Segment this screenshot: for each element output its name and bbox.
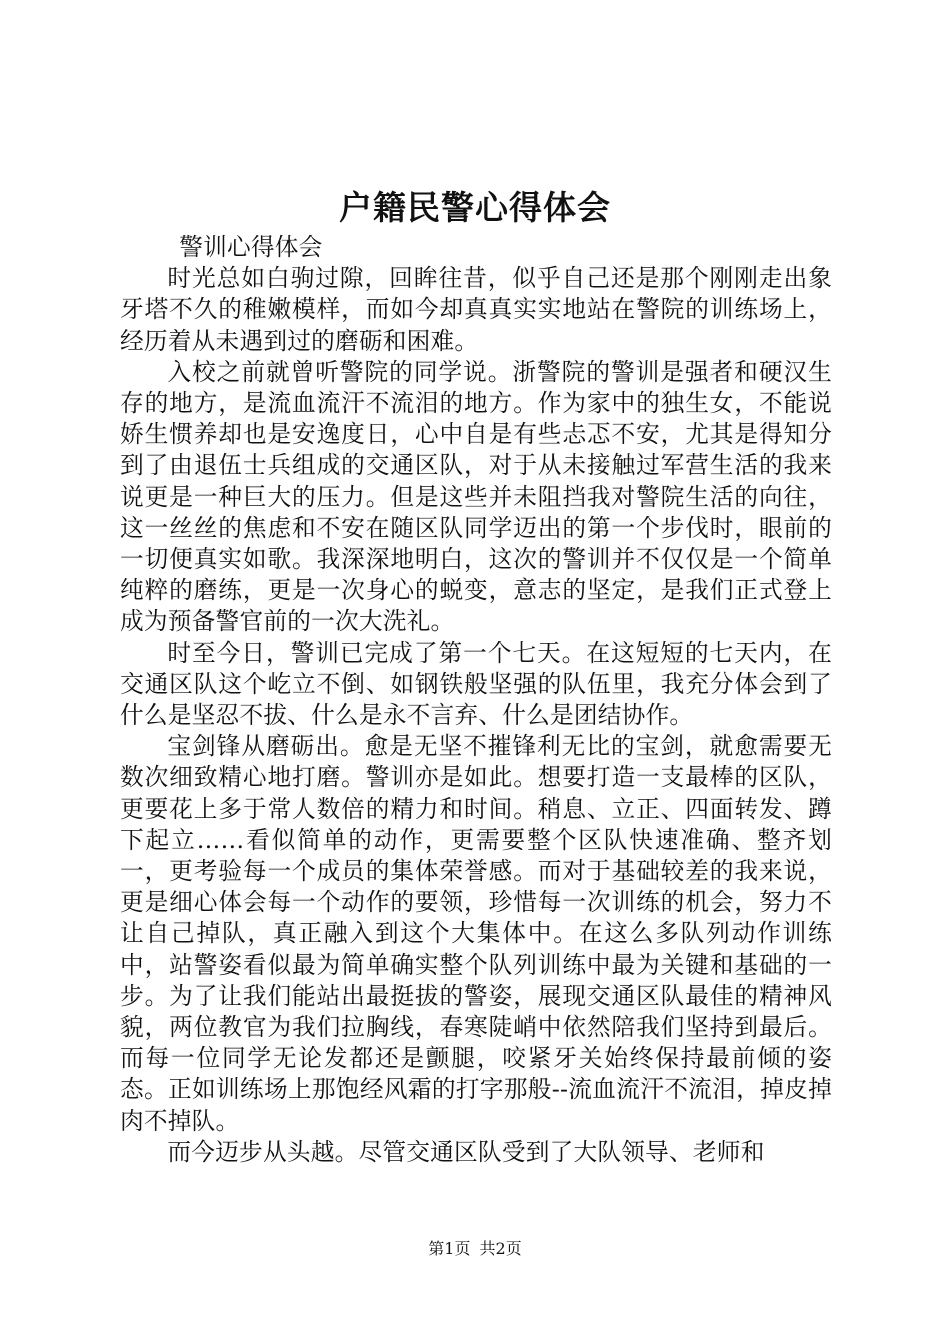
paragraph: 时光总如白驹过隙，回眸往昔，似乎自己还是那个刚刚走出象牙塔不久的稚嫩模样，而如今却真真实实地站在警院的训练场上，经历着从未遇到过的磨砺和困难。 bbox=[120, 264, 832, 355]
paragraph: 入校之前就曾听警院的同学说。浙警院的警训是强者和硬汉生存的地方，是流血流汗不流泪的地方。作为家中的独生女，不能说娇生惯养却也是安逸度日，心中自是有些忐忑不安，尤其是得知分到了由退伍士兵组成的交通区队，对于从未接触过军营生活的我来说更是一种巨大的压力。但是这些并未阻挡我对警院生活的向往，这一丝丝的焦虑和不安在随区队同学迈出的第一个步伐时，眼前的一切便真实如歌。我深深地明白，这次的警训并不仅仅是一个简单纯粹的磨练，更是一次身心的蜕变，意志的坚定，是我们正式登上成为预备警官前的一次大洗礼。 bbox=[120, 357, 832, 636]
page-footer bbox=[0, 1238, 950, 1260]
document-body bbox=[120, 232, 832, 1168]
paragraph: 时至今日，警训已完成了第一个七天。在这短短的七天内，在交通区队这个屹立不倒、如钢铁般坚强的队伍里，我充分体会到了什么是坚忍不拔、什么是永不言弃、什么是团结协作。 bbox=[120, 638, 832, 730]
page-total: 共2页 bbox=[479, 1239, 522, 1258]
document-title: 户籍民警心得体会 bbox=[339, 188, 611, 227]
paragraph: 而今迈步从头越。尽管交通区队受到了大队领导、老师和 bbox=[167, 1137, 765, 1166]
paragraph: 宝剑锋从磨砺出。愈是无坚不摧锋利无比的宝剑，就愈需要无数次细致精心地打磨。警训亦是如此。想要打造一支最棒的区队，更要花上多于常人数倍的精力和时间。稍息、立正、四面转发、蹲下起立……看似简单的动作，更需要整个区队快速准确、整齐划一，更考验每一个成员的集体荣誉感。而对于基础较差的我来说，更是细心体会每一个动作的要领，珍惜每一次训练的机会，努力不让自己掉队，真正融入到这个大集体中。在这么多队列动作训练中，站警姿看似最为简单确实整个队列训练中最为关键和基础的一步。为了让我们能站出最挺拔的警姿，展现交通区队最佳的精神风貌，两位教官为我们拉胸线，春寒陡峭中依然陪我们坚持到最后。而每一位同学无论发都还是颤腿，咬紧牙关始终保持最前倾的姿态。正如训练场上那饱经风霜的打字那般--流血流汗不流泪，掉皮掉肉不掉队。 bbox=[120, 732, 832, 1135]
document-subtitle: 警训心得体会 bbox=[179, 233, 323, 261]
page-number: 第1页 bbox=[428, 1239, 471, 1258]
